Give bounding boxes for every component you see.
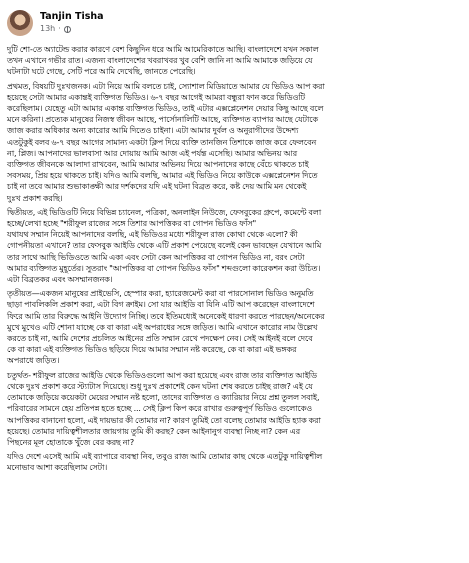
globe-icon	[64, 26, 71, 33]
post-paragraph-5: চতুর্থত- শরীফুল রাজের আইডি থেকে ভিডিওগুলো আপ করা হয়েছে এবং রাজ তার ব্যক্তিগত আইডি থেকে দুঃখ প্রকাশ করে স্ট্যাটাস দিয়েছে। শুধু দুঃখ প্রকাশেই কেন ঘটনা শেষ করতে চাইছ রাজ? এই যে তোমাকে জড়িয়ে কয়েকটা মেয়ের সম্মান নষ্ট হলো, তাদের ব্যক্তিগত ও ক্যারিয়ার নিয়ে প্রশ্ন তুলল সবাই, পরিবারের সামনে হেয় প্রতিপন্ন হতে হচ্ছে ... সেই ক্লিপ কিপ করে রাখার গুরুত্বপূর্ণ ভিডিও গুলোকেও আপত্তিকর বানানো হলো, এই দায়ভার কী তোমার না? কারণ তুমিই তো বলেছ তোমার আইডি হ্যাক করা হয়েছে। তোমার দায়িত্বশীলতার জায়গায় তুমি কী করছ? কেন আইনানুগ ব্যবস্থা নিচ্ছ না? কেন এর পিছনের মূল হোতাকে খুঁজে বের করছ না?	[7, 369, 321, 447]
post-paragraph-2: প্রথমত, বিষয়টি দুঃখজনক। এটা নিয়ে আমি বলতে চাই, স্যোশাল মিডিয়াতে আমার যে ভিডিও আপ করা হয়েছে সেটা আমার একান্তই ব্যক্তিগত ভিডিও। ৬-৭ বছর আগেই আমরা বন্ধুরা ফান করে ভিডিওটি করেছিলাম। যেহেতু এটা আমার একান্ত ব্যক্তিগত ভিডিও, তাই এটার এক্সপ্লেনেশন দেয়ার কিছু আছে বলে মনে করিনা। প্রত্যেক মানুষের নিজস্ব জীবন আছে, পার্সোনালিটি আছে, ব্যক্তিগত ব্যাপার আছে যেটাকে জাজ করার অধিকার অন্য কারোর আমি দিতেও চাইনা। এটা আমার দুর্বল ও অনুরাগীদের উদ্দেশ্য এতটুকুই বলব ৬-৭ বছর আগের সামান্য একটা ক্লিপ দিয়ে ব্যক্তি তানজিন তিশাকে জাজ করে ফেলবেন না, প্লিজ। আপনাদের ভালবাসা আর দোয়ায় আমি আজ এই পর্যন্ত এসেছি। আমার অভিনয় আর ব্যক্তিগত জীবনকে আলাদা রাখবেন, আমি আমার অভিনয় দিয়ে আপনাদের কাছে বেঁচে থাকতে চাই সবসময়, প্রিয় হয়ে থাকতে চাই। যদিও আমি বলছি, আমার এই ভিডিও নিয়ে কাউকে এক্সপ্লেনেশন দিতে চাই না তবে আমার শুভাকাঙ্ক্ষী আর দর্শকদের যদি এই ঘটনা বিব্রত করে, কষ্ট দেয় আমি মন থেকেই দুঃখ প্রকাশ করছি।	[7, 80, 325, 203]
post-body	[7, 44, 463, 474]
post-paragraph-6: যদিও দেশে এসেই আমি এই ব্যাপারে ব্যবস্থা নিব, তবুও রাজ আমি তোমার কাছ থেকে এতটুকু দায়িত্বশীল মনোভাব আশা করেছিলাম সেটা।	[7, 451, 323, 473]
time-separator: ·	[58, 24, 61, 33]
post-paragraph-1: দুটি শো-তে অ্যাটেন্ড করার কারণে বেশ কিছুদিন ধরে আমি আমেরিকাতে আছি। বাংলাদেশে যখন সকাল তখন এখানে গভীর রাত। এজন্য বাংলাদেশের খবরাখবর খুব বেশি জানি না আমি আমাকে জড়িয়ে যে ঘটনাটা ঘটে গেছে, সেটি পরে আমি দেখেছি, জানতে পেরেছি।	[7, 44, 319, 77]
post-time[interactable]: 13h	[40, 24, 56, 33]
author-name[interactable]: Tanjin Tisha	[40, 11, 104, 22]
post-meta	[40, 11, 104, 35]
post-header	[7, 6, 463, 40]
post-paragraph-4: তৃতীয়ত—একজন মানুষের প্রাইভেসি, হেস্পার করা, হ্যারেজমেন্ট করা বা পারসোনাল ভিডিও অনুমতি ছাড়া পাবলিকলি প্রকাশ করা, এটা বিগ ক্রাইম। সো যার আইডি বা যিনি এটি আপ করেছেন বাংলাদেশে ফিরে আমি তার বিরুদ্ধে আইনি উদ্যোগ নিচ্ছি। তবে ইতিমধ্যেই অনেকেই ধারণা করতে পারছেন/অনেকের মুখে মুখেও এটি শোনা যাচ্ছে কে বা কারা এই অপরাধের সঙ্গে জড়িত। আমি এখানে কারোর নাম উল্লেখ করতে চাই না, আমি দেশের প্রচলিত আইনের প্রতি সম্মান রেখে পদক্ষেপ নেব। সেই আইনই বলে দেবে কে বা কারা এই ব্যক্তিগত ভিডিও ছড়িয়ে দিয়ে আমার সম্মান নষ্ট করেছে, কে বা কারা এই ভঙ্গকর অপরাধে জড়িত।	[7, 288, 325, 366]
post-time-row	[40, 23, 104, 35]
post-paragraph-3: দ্বিতীয়ত, এই ভিডিওটি নিয়ে বিভিন্ন চ্যানেল, পত্রিকা, অনলাইন নিউজে, ফেসবুকের গ্রুপে, কমেন্টে বলা হচ্ছে/লেখা হচ্ছে "শরীফুল রাজের সঙ্গে তিশার আপত্তিকর বা গোপন ভিডিও ফাঁস" যথাযথ সম্মান নিয়েই আপনাদের বলছি, এই ভিডিওর মধ্যে শরীফুল রাজ কোথা থেকে এলো? কী গোপনীয়তা এখানে? তার ফেসবুক আইডি থেকে এটি প্রকাশ পেয়েছে বলেই কেন ভাবছেন যেখানে আমি তার সাথে আছি ভিডিওতে আমি একা এবং সেটা কেন আপত্তিকর বা গোপন ভিডিও না, বরং সেটা আমার ব্যক্তিগত মুহূর্তের। সুতরাং "আপত্তিকর বা গোপন ভিডিও ফাঁস" শব্দগুলো কারেকশন করা উচিত। এটা বিব্রতকর এবং অসম্মানজনক।	[7, 206, 322, 285]
avatar[interactable]	[7, 10, 33, 36]
